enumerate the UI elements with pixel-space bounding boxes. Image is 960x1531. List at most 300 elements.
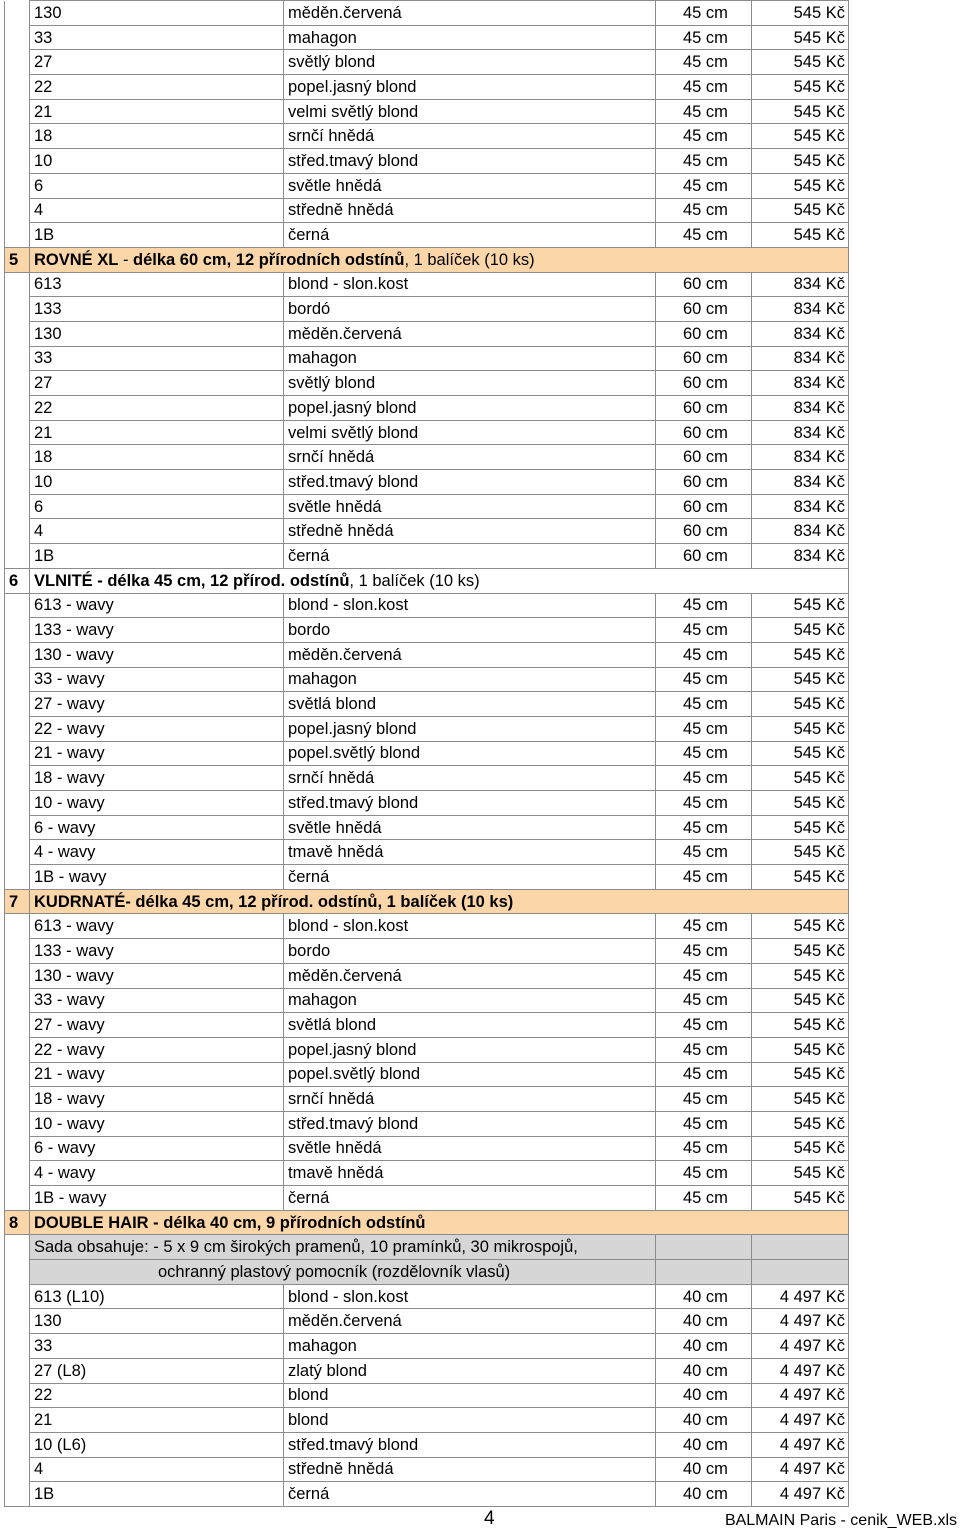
shade-name-cell: blond - slon.kost [284,593,656,618]
table-row [5,1013,849,1038]
table-row [5,716,849,741]
shade-name-cell: velmi světlý blond [284,99,656,124]
price-cell: 834 Kč [752,272,849,297]
price-cell: 834 Kč [752,346,849,371]
table-row [5,963,849,988]
shade-name-cell: blond [284,1383,656,1408]
table-row [5,667,849,692]
row-number-cell [5,75,30,100]
table-row [5,939,849,964]
length-cell: 45 cm [656,1037,752,1062]
table-row [5,494,849,519]
price-cell: 545 Kč [752,716,849,741]
shade-name-cell: popel.světlý blond [284,741,656,766]
section-title-pack: , 1 balíček (10 ks) [404,250,535,269]
section-title-bold: DOUBLE HAIR - délka 40 cm, 9 přírodních odstínů [34,1213,426,1232]
row-number-cell [5,470,30,495]
shade-code-cell: 4 - wavy [30,840,284,865]
row-number-cell [5,963,30,988]
price-cell: 545 Kč [752,741,849,766]
table-row [5,297,849,322]
row-number-cell [5,1284,30,1309]
length-cell: 60 cm [656,396,752,421]
length-cell: 60 cm [656,272,752,297]
shade-name-cell: srnčí hnědá [284,445,656,470]
length-cell: 45 cm [656,1161,752,1186]
shade-code-cell: 133 - wavy [30,939,284,964]
section-title-detail: délka 60 cm, 12 přírodních odstínů [133,250,405,269]
price-cell: 545 Kč [752,667,849,692]
length-cell: 45 cm [656,791,752,816]
table-row [5,692,849,717]
row-number-cell [5,692,30,717]
length-cell: 45 cm [656,1111,752,1136]
length-cell: 40 cm [656,1284,752,1309]
table-row [5,1037,849,1062]
price-cell: 545 Kč [752,50,849,75]
row-number-cell [5,741,30,766]
price-cell: 4 497 Kč [752,1432,849,1457]
table-row [5,1186,849,1211]
row-number-cell [5,618,30,643]
note-empty-cell [752,1260,849,1285]
table-row [5,544,849,569]
row-number-cell [5,840,30,865]
section-title-bold: VLNITÉ - délka 45 cm, 12 přírod. odstínů [34,571,350,590]
shade-code-cell: 6 [30,494,284,519]
table-row [5,1334,849,1359]
row-number-cell [5,1334,30,1359]
table-row [5,1111,849,1136]
shade-name-cell: srnčí hnědá [284,124,656,149]
price-cell: 834 Kč [752,420,849,445]
length-cell: 45 cm [656,25,752,50]
package-note: Sada obsahuje: - 5 x 9 cm širokých pramenů, 10 pramínků, 30 mikrospojů, [30,1235,656,1260]
row-number-cell [5,766,30,791]
shade-name-cell: zlatý blond [284,1358,656,1383]
price-cell: 4 497 Kč [752,1334,849,1359]
price-cell: 4 497 Kč [752,1383,849,1408]
price-cell: 545 Kč [752,642,849,667]
table-row [5,321,849,346]
section-number: 7 [5,889,30,914]
shade-code-cell: 22 [30,396,284,421]
table-row [5,1062,849,1087]
shade-name-cell: tmavě hnědá [284,1161,656,1186]
note-empty-cell [656,1260,752,1285]
shade-name-cell: blond - slon.kost [284,914,656,939]
row-number-cell [5,25,30,50]
shade-name-cell: světlý blond [284,50,656,75]
row-number-cell [5,1309,30,1334]
row-number-cell [5,593,30,618]
length-cell: 45 cm [656,99,752,124]
length-cell: 40 cm [656,1383,752,1408]
shade-name-cell: střed.tmavý blond [284,791,656,816]
shade-name-cell: světlý blond [284,371,656,396]
length-cell: 60 cm [656,297,752,322]
shade-code-cell: 1B - wavy [30,865,284,890]
price-cell: 834 Kč [752,494,849,519]
length-cell: 45 cm [656,963,752,988]
shade-code-cell: 22 - wavy [30,1037,284,1062]
row-number-cell [5,1383,30,1408]
price-cell: 834 Kč [752,371,849,396]
row-number-cell [5,1087,30,1112]
price-cell: 545 Kč [752,1037,849,1062]
shade-code-cell: 4 [30,1457,284,1482]
package-note: ochranný plastový pomocník (rozdělovník vlasů) [30,1260,656,1285]
shade-name-cell: světle hnědá [284,494,656,519]
length-cell: 45 cm [656,50,752,75]
row-number-cell [5,50,30,75]
length-cell: 45 cm [656,815,752,840]
length-cell: 45 cm [656,223,752,248]
shade-code-cell: 33 [30,346,284,371]
table-row [5,25,849,50]
shade-code-cell: 22 [30,75,284,100]
shade-code-cell: 27 - wavy [30,1013,284,1038]
table-row [5,396,849,421]
table-row [5,346,849,371]
shade-code-cell: 22 - wavy [30,716,284,741]
row-number-cell [5,1,30,26]
shade-name-cell: světle hnědá [284,173,656,198]
shade-name-cell: středně hnědá [284,1457,656,1482]
shade-code-cell: 33 [30,25,284,50]
shade-code-cell: 613 (L10) [30,1284,284,1309]
length-cell: 40 cm [656,1432,752,1457]
row-number-cell [5,1136,30,1161]
table-row [5,99,849,124]
table-row [5,124,849,149]
price-cell: 545 Kč [752,1111,849,1136]
shade-name-cell: mahagon [284,346,656,371]
shade-name-cell: bordo [284,618,656,643]
row-number-cell [5,642,30,667]
shade-name-cell: bordo [284,939,656,964]
table-row [5,1482,849,1507]
row-number-cell [5,321,30,346]
shade-name-cell: středně hnědá [284,198,656,223]
price-cell: 4 497 Kč [752,1284,849,1309]
shade-name-cell: světle hnědá [284,815,656,840]
row-number-cell [5,1457,30,1482]
row-number-cell [5,223,30,248]
section-number: 5 [5,247,30,272]
shade-code-cell: 18 [30,124,284,149]
price-cell: 545 Kč [752,75,849,100]
length-cell: 40 cm [656,1408,752,1433]
shade-name-cell: střed.tmavý blond [284,1111,656,1136]
length-cell: 60 cm [656,544,752,569]
table-row [5,1457,849,1482]
shade-name-cell: měděn.červená [284,1,656,26]
row-number-cell [5,272,30,297]
section-header-row [5,247,849,272]
shade-code-cell: 6 - wavy [30,815,284,840]
length-cell: 45 cm [656,741,752,766]
row-number-cell [5,445,30,470]
price-cell: 4 497 Kč [752,1358,849,1383]
shade-name-cell: měděn.červená [284,963,656,988]
shade-name-cell: popel.jasný blond [284,716,656,741]
price-cell: 545 Kč [752,1136,849,1161]
shade-name-cell: černá [284,1482,656,1507]
table-row [5,1309,849,1334]
shade-name-cell: velmi světlý blond [284,420,656,445]
row-number-cell [5,198,30,223]
row-number-cell [5,716,30,741]
row-number-cell [5,173,30,198]
note-empty-cell [656,1235,752,1260]
price-cell: 545 Kč [752,1161,849,1186]
row-number-cell [5,371,30,396]
shade-code-cell: 33 [30,1334,284,1359]
table-row [5,815,849,840]
row-number-cell [5,1062,30,1087]
section-header-row [5,568,849,593]
length-cell: 40 cm [656,1334,752,1359]
length-cell: 45 cm [656,988,752,1013]
shade-name-cell: černá [284,544,656,569]
price-cell: 545 Kč [752,149,849,174]
table-row [5,593,849,618]
shade-name-cell: blond - slon.kost [284,1284,656,1309]
price-cell: 545 Kč [752,865,849,890]
length-cell: 45 cm [656,1,752,26]
table-row [5,50,849,75]
price-cell: 545 Kč [752,618,849,643]
length-cell: 60 cm [656,470,752,495]
length-cell: 60 cm [656,371,752,396]
row-number-cell [5,1013,30,1038]
shade-code-cell: 613 [30,272,284,297]
length-cell: 45 cm [656,149,752,174]
row-number-cell [5,1161,30,1186]
table-row [5,445,849,470]
table-row [5,840,849,865]
row-number-cell [5,939,30,964]
price-cell: 545 Kč [752,914,849,939]
row-number-cell [5,1482,30,1507]
shade-code-cell: 133 [30,297,284,322]
length-cell: 45 cm [656,667,752,692]
length-cell: 45 cm [656,124,752,149]
price-cell: 4 497 Kč [752,1309,849,1334]
shade-code-cell: 130 [30,321,284,346]
row-number-cell [5,791,30,816]
price-cell: 834 Kč [752,544,849,569]
length-cell: 45 cm [656,1013,752,1038]
section-header-row [5,889,849,914]
row-number-cell [5,346,30,371]
shade-code-cell: 4 [30,519,284,544]
length-cell: 60 cm [656,420,752,445]
table-row [5,766,849,791]
price-cell: 545 Kč [752,1062,849,1087]
section-title [30,1210,849,1235]
length-cell: 45 cm [656,642,752,667]
price-cell: 545 Kč [752,198,849,223]
shade-code-cell: 21 [30,99,284,124]
table-row [5,1358,849,1383]
shade-name-cell: blond - slon.kost [284,272,656,297]
row-number-cell [5,297,30,322]
shade-code-cell: 27 - wavy [30,692,284,717]
row-number-cell [5,1111,30,1136]
row-number-cell [5,494,30,519]
shade-code-cell: 1B [30,1482,284,1507]
length-cell: 45 cm [656,939,752,964]
table-row [5,791,849,816]
length-cell: 60 cm [656,321,752,346]
price-cell: 834 Kč [752,445,849,470]
shade-name-cell: popel.jasný blond [284,396,656,421]
row-number-cell [5,865,30,890]
shade-name-cell: černá [284,1186,656,1211]
shade-code-cell: 10 - wavy [30,1111,284,1136]
price-cell: 545 Kč [752,988,849,1013]
length-cell: 45 cm [656,692,752,717]
shade-name-cell: středně hnědá [284,519,656,544]
shade-name-cell: střed.tmavý blond [284,1432,656,1457]
shade-code-cell: 4 [30,198,284,223]
note-empty-cell [752,1235,849,1260]
price-cell: 834 Kč [752,396,849,421]
length-cell: 60 cm [656,494,752,519]
length-cell: 40 cm [656,1309,752,1334]
shade-code-cell: 27 [30,371,284,396]
price-cell: 545 Kč [752,815,849,840]
price-cell: 545 Kč [752,692,849,717]
price-cell: 545 Kč [752,173,849,198]
row-number-cell [5,149,30,174]
row-number-cell [5,99,30,124]
row-number-cell [5,1037,30,1062]
length-cell: 45 cm [656,840,752,865]
table-row [5,1,849,26]
length-cell: 45 cm [656,173,752,198]
shade-name-cell: měděn.červená [284,642,656,667]
table-row [5,519,849,544]
length-cell: 40 cm [656,1358,752,1383]
table-row [5,75,849,100]
shade-name-cell: blond [284,1408,656,1433]
price-cell: 545 Kč [752,223,849,248]
price-cell: 545 Kč [752,99,849,124]
table-row [5,914,849,939]
section-title-pack: , 1 balíček (10 ks) [349,571,480,590]
shade-code-cell: 21 [30,420,284,445]
shade-code-cell: 18 [30,445,284,470]
shade-code-cell: 6 [30,173,284,198]
table-row [5,371,849,396]
price-cell: 834 Kč [752,321,849,346]
section-title [30,568,849,593]
row-number-cell [5,1186,30,1211]
section-title [30,889,849,914]
length-cell: 45 cm [656,914,752,939]
row-number-cell [5,1358,30,1383]
shade-code-cell: 27 [30,50,284,75]
row-number-cell [5,1260,30,1285]
table-row [5,470,849,495]
row-number-cell [5,124,30,149]
shade-code-cell: 18 - wavy [30,766,284,791]
table-row [5,272,849,297]
length-cell: 60 cm [656,445,752,470]
table-row [5,642,849,667]
section-number: 6 [5,568,30,593]
shade-code-cell: 1B - wavy [30,1186,284,1211]
shade-code-cell: 10 (L6) [30,1432,284,1457]
shade-code-cell: 4 - wavy [30,1161,284,1186]
shade-code-cell: 21 - wavy [30,741,284,766]
row-number-cell [5,1408,30,1433]
shade-name-cell: světlá blond [284,692,656,717]
length-cell: 45 cm [656,593,752,618]
length-cell: 45 cm [656,198,752,223]
shade-name-cell: černá [284,865,656,890]
shade-code-cell: 1B [30,544,284,569]
price-cell: 545 Kč [752,840,849,865]
price-cell: 834 Kč [752,297,849,322]
section-title-separator: - [118,250,134,269]
shade-code-cell: 1B [30,223,284,248]
table-row [5,420,849,445]
section-title [30,247,849,272]
row-number-cell [5,396,30,421]
price-cell: 545 Kč [752,1087,849,1112]
shade-code-cell: 10 - wavy [30,791,284,816]
table-row [5,1161,849,1186]
shade-name-cell: střed.tmavý blond [284,470,656,495]
price-cell: 545 Kč [752,963,849,988]
table-row [5,1284,849,1309]
length-cell: 40 cm [656,1482,752,1507]
section-header-row [5,1210,849,1235]
table-row [5,1087,849,1112]
price-cell: 545 Kč [752,25,849,50]
price-cell: 545 Kč [752,124,849,149]
shade-name-cell: popel.jasný blond [284,1037,656,1062]
shade-code-cell: 22 [30,1383,284,1408]
shade-name-cell: srnčí hnědá [284,766,656,791]
row-number-cell [5,420,30,445]
row-number-cell [5,914,30,939]
shade-name-cell: střed.tmavý blond [284,149,656,174]
shade-code-cell: 10 [30,149,284,174]
shade-code-cell: 130 [30,1,284,26]
table-row [5,1383,849,1408]
price-list-table [4,0,849,1507]
shade-code-cell: 27 (L8) [30,1358,284,1383]
row-number-cell [5,1235,30,1260]
row-number-cell [5,667,30,692]
length-cell: 60 cm [656,346,752,371]
table-row [5,173,849,198]
shade-name-cell: mahagon [284,988,656,1013]
footer-file-name: BALMAIN Paris - cenik_WEB.xls [724,1512,957,1529]
shade-name-cell: mahagon [284,25,656,50]
shade-name-cell: srnčí hnědá [284,1087,656,1112]
price-cell: 545 Kč [752,939,849,964]
price-cell: 545 Kč [752,1186,849,1211]
section-title-bold: KUDRNATÉ- délka 45 cm, 12 přírod. odstínů, 1 balíček (10 ks) [34,892,514,911]
section-title-bold: ROVNÉ XL [34,250,119,269]
row-number-cell [5,1432,30,1457]
